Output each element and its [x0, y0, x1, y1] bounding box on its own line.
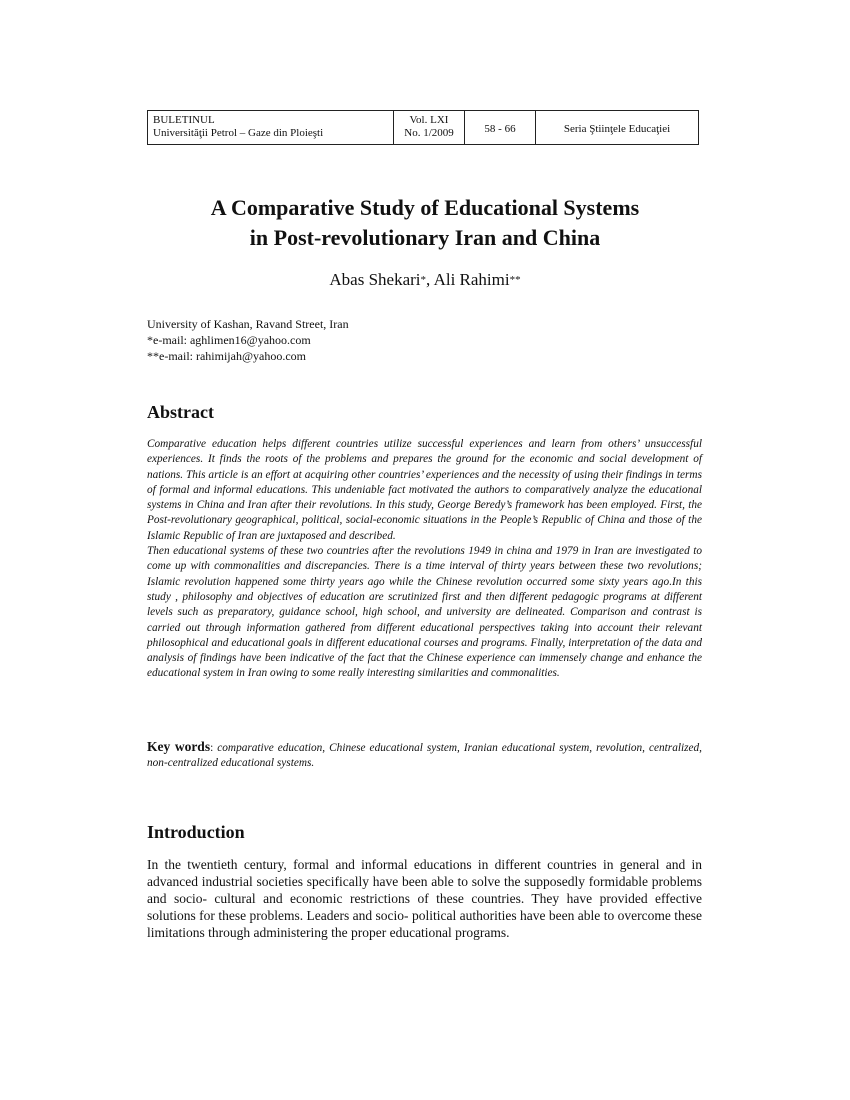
introduction-paragraph: In the twentieth century, formal and informal educations in different countries in general and in advanced industrial societies specifically have been able to solve the supposedly formidable problems and socio- cultural and economic restrictions of these countries. They have provided effective solutions for these problems. Leaders and socio- political authorities have been able to overcome these limitations through administering the proper educational programs.: [147, 857, 702, 940]
journal-name-cell: [148, 111, 394, 144]
series-cell: [536, 111, 698, 144]
author-mark: **: [509, 274, 521, 286]
page-range: 58 - 66: [484, 122, 516, 135]
abstract-paragraph: Comparative education helps different countries utilize successful experiences and learn from others’ unsuccessful experiences. It finds the roots of the problems and prepares the ground for the economic and social development of nations. This article is an effort at acquiring other countries’ experiences and the necessity of using their findings in terms of formal and informal educations. This undeniable fact motivated the authors to comparatively analyze the educational systems in China and Iran after their revolutions. In this study, George Beredy’s framework has been employed. First, the Post-revolutionary geographical, political, social-economic situations in the People’s Republic of China and those of the Islamic Republic of Iran are juxtaposed and described.: [147, 438, 702, 542]
volume: Vol. LXI: [409, 114, 449, 126]
abstract-heading: Abstract: [147, 402, 214, 422]
author-separator: ,: [426, 270, 434, 289]
title-line-2: in Post-revolutionary Iran and China: [249, 225, 601, 250]
affiliation-address: University of Kashan, Ravand Street, Iran: [147, 317, 349, 331]
journal-series: Seria Ştiinţele Educaţiei: [563, 122, 671, 135]
introduction-heading: Introduction: [147, 822, 245, 842]
journal-name: BULETINUL: [153, 114, 215, 126]
author-name: Ali Rahimi: [433, 270, 510, 289]
pages-cell: [465, 111, 536, 144]
keywords-text: comparative education, Chinese educational system, Iranian educational system, revolution, centralized, non-centralized educational systems.: [147, 742, 703, 770]
title-line-1: A Comparative Study of Educational Systems: [210, 195, 640, 220]
author-mark: *: [420, 274, 427, 286]
abstract-paragraph: Then educational systems of these two countries after the revolutions 1949 in china and 1979 in Iran are investigated to come up with commonalities and discrepancies. There is a time interval of thirty years between these two revolutions; Islamic revolution happened some thirty years ago while the Chinese revolution occurred some sixty years ago.In this study , philosophy and objectives of education are scrutinized first and then different pedagogic programs at different levels such as preparatory, guidance school, high school, and university are delineated. Comparison and contrast is carried out through information gathered from different educational perspectives taking into account their relevant philosophical and educational goals in different educational courses and programs. Finally, interpretation of the data and analysis of findings have been indicative of the fact that the Chinese experience can immensely change and enhance the educational system in Iran owing to some really interesting similarities and commonalities.: [147, 545, 702, 680]
affiliation-block: [147, 316, 349, 364]
paper-title: [110, 193, 740, 253]
author-list: [110, 269, 740, 291]
author-name: Abas Shekari: [329, 270, 421, 289]
author-email: **e-mail: rahimijah@yahoo.com: [147, 349, 307, 363]
abstract-body: [147, 437, 702, 682]
keywords-colon: :: [210, 742, 214, 754]
keywords-block: [147, 739, 702, 772]
issue-number: No. 1/2009: [404, 127, 454, 139]
author-email: *e-mail: aghlimen16@yahoo.com: [147, 333, 311, 347]
volume-cell: [394, 111, 465, 144]
keywords-label: Key words: [147, 739, 211, 754]
journal-header-table: [147, 110, 699, 145]
journal-university: Universităţii Petrol – Gaze din Ploieşti: [153, 127, 324, 139]
